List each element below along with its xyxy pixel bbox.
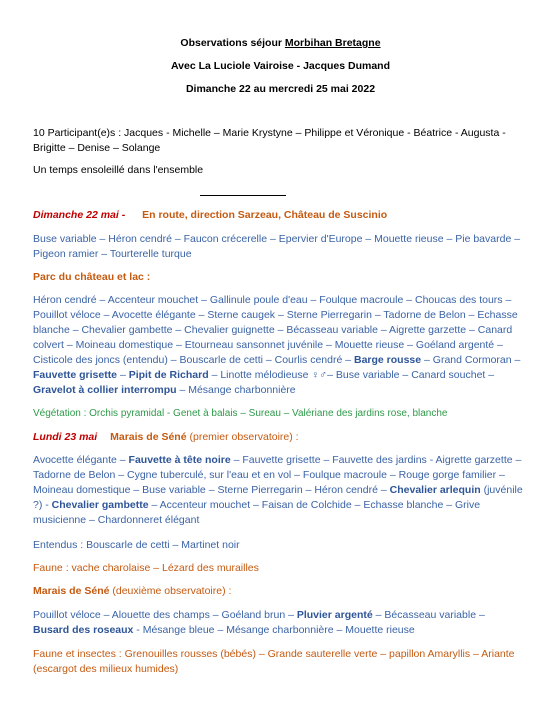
day2-place-note: (premier observatoire) : [186,431,299,443]
separator-line [200,195,286,196]
day2-text-1: Avocette élégante – [33,454,129,466]
second-observatory-heading [33,584,523,599]
obs2-text-2: – Bécasseau variable – [372,609,485,621]
day2-heading [33,430,523,445]
park-highlight-4: Gravelot à collier interrompu [33,384,177,396]
document-subtitle: Avec La Luciole Vairoise - Jacques Dumand [170,60,391,72]
day1-heading [33,208,523,223]
park-highlight-3: Pipit de Richard [128,369,209,381]
title-prefix: Observations séjour [180,37,285,49]
day2-highlight-2: Chevalier arlequin [389,484,481,496]
day2-highlight-3: Chevalier gambette [51,499,149,511]
obs2-highlight-1: Pluvier argenté [296,609,373,621]
fauna-insects: Faune et insectes : Grenouilles rousses (bébés) – Grande sauterelle verte – papillon Amaryllis – Ariante (escargot des milieux humides) [33,648,515,675]
participants: 10 Participant(e)s : Jacques - Michelle – Marie Krystyne – Philippe et Véronique - Béatrice - Augusta - Brigitte – Denise – Solange [33,127,506,154]
day1-date: Dimanche 22 mai - [33,209,126,221]
obs2-text-1: Pouillot véloce – Alouette des champs – Goéland brun – [33,609,297,621]
day2-birds [33,453,523,528]
park-text-2: – Grand Cormoran – [421,354,521,366]
day2-text-3: (juvénile ?) - [33,484,523,511]
park-text-1: Héron cendré – Accenteur mouchet – Gallinule poule d'eau – Foulque macroule – Choucas des tours – Pouillot véloce – Avocette élégante – Sterne caugek – Sterne Pierregarin – Tadorne de Belon – Echasse blanche – Chevalier gambette – Chevalier guignette – Bécasseau variable – Aigrette garzette – Canard colvert – Moineau domestique – Etourneau sansonnet juvénile – Mouette rieuse – Goéland argenté – Cisticole des joncs (entendu) – Bouscarle de cetti – Courlis cendré – [33,294,518,366]
day1-route-birds: Buse variable – Héron cendré – Faucon crécerelle – Epervier d'Europe – Mouette rieuse – Pie bavarde – Pigeon ramier – Tourterelle turque [33,233,521,260]
second-observatory-birds [33,608,523,638]
park-text-5: – Mésange charbonnière [176,384,296,396]
document-dates: Dimanche 22 au mercredi 25 mai 2022 [185,83,376,95]
place2-name: Marais de Séné [33,585,110,597]
park-text-4: – Linotte mélodieuse ♀♂– Buse variable – Canard souchet – [208,369,495,381]
fauna: Faune : vache charolaise – Lézard des murailles [33,562,259,574]
day2-place: Marais de Séné [110,431,187,443]
park-text-3: – [117,369,129,381]
place2-note: (deuxième observatoire) : [109,585,232,597]
park-highlight-1: Barge rousse [354,354,422,366]
document-title [33,37,528,49]
day2-highlight-1: Fauvette à tête noire [128,454,231,466]
obs2-text-3: - Mésange bleue – Mésange charbonnière – Mouette rieuse [133,624,415,636]
day2-date: Lundi 23 mai [33,431,98,443]
day2-text-4: – Accenteur mouchet – Faisan de Colchide – Echasse blanche – Grive musicienne – Chardonneret élégant [33,499,481,526]
obs2-highlight-2: Busard des roseaux [33,624,134,636]
day1-title: En route, direction Sarzeau, Château de Suscinio [142,209,388,221]
vegetation: Végétation : Orchis pyramidal - Genet à balais – Sureau – Valériane des jardins rose, blanche [33,408,448,419]
title-location: Morbihan Bretagne [284,37,381,49]
park-highlight-2: Fauvette grisette [33,369,118,381]
day2-text-2: – Fauvette grisette – Fauvette des jardins - Aigrette garzette – Tadorne de Belon – Cygne tuberculé, sur l'eau et en vol – Foulque macroule – Rouge gorge familier – Moineau domestique – Buse variable – Sterne Pierregarin – Héron cendré – [33,454,522,496]
park-birds [33,293,523,398]
weather: Un temps ensoleillé dans l'ensemble [33,164,204,176]
heard-birds: Entendus : Bouscarle de cetti – Martinet noir [33,539,240,551]
park-heading: Parc du château et lac : [33,271,151,283]
